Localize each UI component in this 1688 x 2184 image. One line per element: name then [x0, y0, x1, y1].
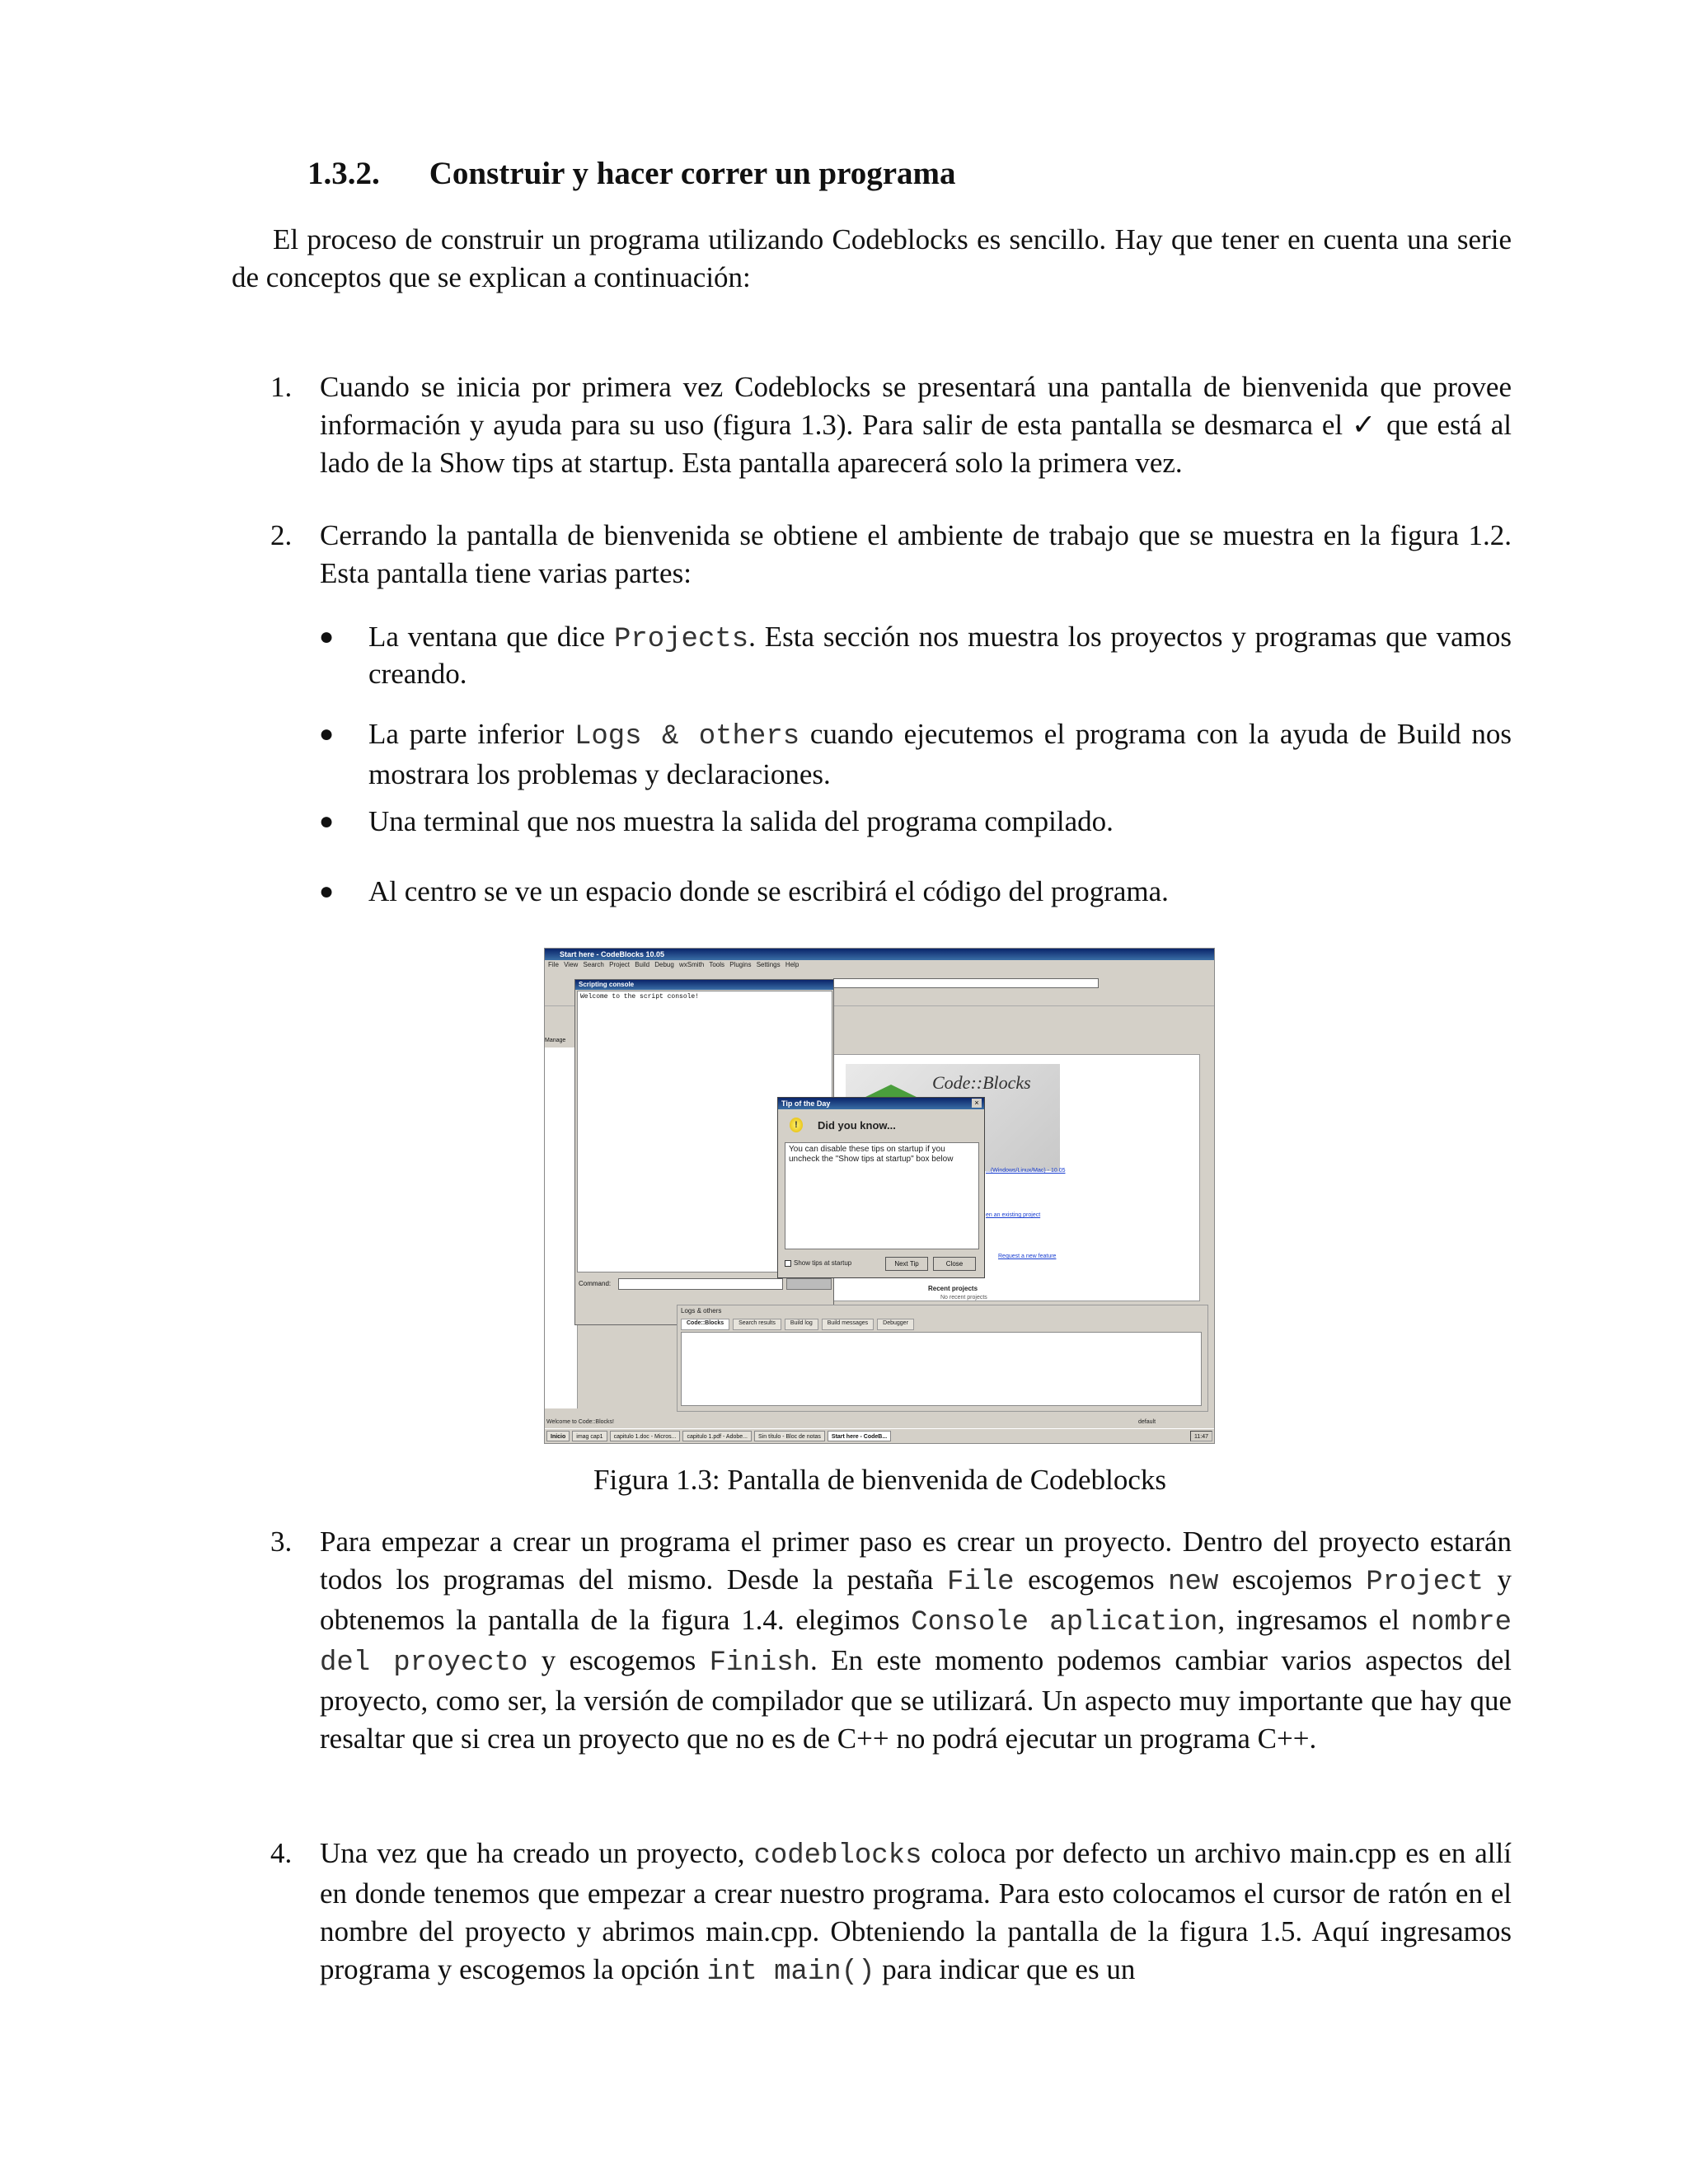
tip-text: You can disable these tips on startup if you uncheck the "Show tips at startup" box below	[785, 1142, 979, 1249]
bullet-text: Una terminal que nos muestra la salida del programa compilado.	[368, 805, 1114, 837]
taskbar-item: capitulo 1.doc - Micros...	[610, 1431, 681, 1441]
bullet-icon: ●	[319, 808, 335, 835]
command-input	[618, 1278, 783, 1290]
code-nombre-proyecto: nombre del proyecto	[320, 1607, 1512, 1679]
taskbar-item: imag cap1	[572, 1431, 607, 1441]
console-title: Scripting console	[575, 980, 833, 990]
logo-text: Code::Blocks	[932, 1072, 1031, 1093]
list-text: Cerrando la pantalla de bienvenida se obtiene el ambiente de trabajo que se muestra en la figura 1.2. Esta pantalla tiene varias partes:	[320, 519, 1512, 589]
close-icon: ×	[972, 1099, 982, 1108]
bullet-item-center	[315, 874, 1512, 909]
bullet-item-terminal	[315, 804, 1512, 839]
tab-build-log: Build log	[785, 1319, 818, 1330]
next-tip-button: Next Tip	[885, 1257, 928, 1271]
tab-build-messages: Build messages	[822, 1319, 874, 1330]
code-project: Project	[1366, 1567, 1484, 1598]
bullet-text: cuando ejecutemos el programa con la ayuda de Build nos mostrara los problemas y declaraciones.	[368, 718, 1512, 790]
tip-title: Tip of the Day	[778, 1098, 984, 1109]
code-console-aplication: Console aplication	[911, 1607, 1218, 1638]
console-buttons	[786, 1278, 832, 1290]
code-new: new	[1168, 1567, 1219, 1598]
list-text: coloca por defecto un archivo main.cpp es en allí en donde tenemos que empezar a crear nuestro programa. Para esto colocamos el cursor de ratón en el nombre del proyecto y abrimos main.cpp. Obteniendo la pantalla de la figura 1.5. Aquí ingresamos programa y escogemos la opción	[320, 1837, 1512, 1985]
code-codeblocks: codeblocks	[753, 1840, 922, 1872]
bullet-text: Al centro se ve un espacio donde se escribirá el código del programa.	[368, 875, 1169, 907]
bullet-icon: ●	[319, 878, 335, 905]
tab-codeblocks: Code::Blocks	[681, 1319, 729, 1330]
toolbar-combo	[833, 978, 1099, 988]
codeblocks-screenshot	[544, 948, 1215, 1444]
tip-heading: Did you know...	[818, 1119, 896, 1132]
list-text: Para empezar a crear un programa el primer paso es crear un proyecto. Dentro del proyecto estarán todos los programas del mismo. Desde la pestaña	[320, 1526, 1512, 1596]
logs-title: Logs & others	[681, 1307, 722, 1315]
window-titlebar: Start here - CodeBlocks 10.05	[545, 949, 1214, 960]
list-text: escogemos	[1014, 1563, 1169, 1596]
bullet-item-logs	[315, 715, 1512, 794]
logs-output	[681, 1332, 1202, 1406]
intro-paragraph: El proceso de construir un programa utilizando Codeblocks es sencillo. Hay que tener en cuenta una serie de conceptos que se explican a continuación:	[232, 223, 1512, 293]
code-projects: Projects	[613, 624, 749, 655]
start-link-3: Request a new feature	[998, 1254, 1057, 1259]
taskbar-item: Sin título - Bloc de notas	[754, 1431, 825, 1441]
show-tips-checkbox	[785, 1259, 851, 1267]
list-number: 4.	[270, 1837, 293, 1869]
section-title: Construir y hacer correr un programa	[429, 156, 956, 191]
list-number: 3.	[270, 1526, 293, 1558]
taskbar-item-active: Start here - CodeB...	[828, 1431, 891, 1441]
code-logs: Logs & others	[574, 721, 800, 752]
taskbar-item: capitulo 1.pdf - Adobe...	[682, 1431, 752, 1441]
list-number: 2.	[270, 519, 293, 551]
list-item-4	[264, 1835, 1512, 1991]
checkbox-icon	[785, 1260, 791, 1267]
system-clock: 11:47	[1190, 1431, 1212, 1441]
tab-search-results: Search results	[733, 1319, 781, 1330]
bullet-icon: ●	[319, 720, 335, 748]
menu-bar: File View Search Project Build Debug wxSmith Tools Plugins Settings Help	[548, 961, 799, 968]
start-link-2: en an existing project	[986, 1212, 1041, 1218]
command-label: Command:	[579, 1280, 612, 1287]
close-button: Close	[933, 1257, 976, 1271]
bullet-text: . Esta sección nos muestra los proyectos y programas que vamos creando.	[368, 621, 1512, 690]
recent-projects-title: Recent projects	[928, 1285, 978, 1292]
console-output: Welcome to the script console!	[577, 991, 832, 1272]
bullet-text: La parte inferior	[368, 718, 574, 750]
list-number: 1.	[270, 371, 293, 403]
list-item-2	[264, 517, 1512, 593]
list-item-1	[264, 368, 1512, 482]
figure-caption: Figura 1.3: Pantalla de bienvenida de Codeblocks	[593, 1464, 1166, 1496]
list-text: y obtenemos la pantalla de la figura 1.4. elegimos	[320, 1563, 1512, 1636]
list-item-3	[264, 1523, 1512, 1758]
section-heading	[307, 155, 956, 192]
checkbox-label: Show tips at startup	[794, 1259, 852, 1267]
tab-debugger: Debugger	[877, 1319, 914, 1330]
logs-panel	[677, 1305, 1208, 1412]
status-bar	[545, 1418, 1214, 1427]
list-text: escojemos	[1218, 1563, 1367, 1596]
list-text: y escogemos	[528, 1644, 710, 1676]
code-finish: Finish	[709, 1647, 810, 1679]
section-number: 1.3.2.	[307, 156, 380, 191]
list-text: . En este momento podemos cambiar varios aspectos del proyecto, como ser, la versión de compilador que se utilizará. Un aspecto muy importante que hay que resaltar que si crea un proyecto que no es de C++ no podrá ejecutar un programa C++.	[320, 1644, 1512, 1755]
lightbulb-icon: !	[790, 1118, 803, 1132]
start-link-1: ...(Windows/Linux/Mac) - 10.05	[986, 1168, 1066, 1174]
code-file: File	[946, 1567, 1015, 1598]
list-text: Una vez que ha creado un proyecto,	[320, 1837, 754, 1869]
windows-taskbar	[545, 1428, 1214, 1443]
management-panel	[545, 1038, 578, 1408]
logs-tabs	[681, 1319, 914, 1330]
bullet-item-projects	[315, 620, 1512, 691]
status-left: Welcome to Code::Blocks!	[546, 1419, 614, 1425]
management-label: Manage	[545, 1038, 578, 1047]
status-right: default	[1138, 1419, 1156, 1425]
start-button: Inicio	[546, 1431, 570, 1441]
list-text: , ingresamos el	[1217, 1604, 1411, 1636]
bullet-icon: ●	[319, 623, 335, 650]
bullet-text: La ventana que dice	[368, 621, 614, 653]
tip-of-the-day-dialog	[777, 1097, 985, 1278]
list-text: Cuando se inicia por primera vez Codeblocks se presentará una pantalla de bienvenida que provee información y ayuda para su uso (figura 1.3). Para salir de esta pantalla se desmarca el ✓ que está al lado de la Show tips at startup. Esta pantalla aparecerá solo la primera vez.	[320, 371, 1512, 479]
recent-projects-empty: No recent projects	[940, 1295, 987, 1301]
list-text: para indicar que es un	[874, 1953, 1136, 1985]
code-int-main: int main()	[706, 1957, 875, 1988]
